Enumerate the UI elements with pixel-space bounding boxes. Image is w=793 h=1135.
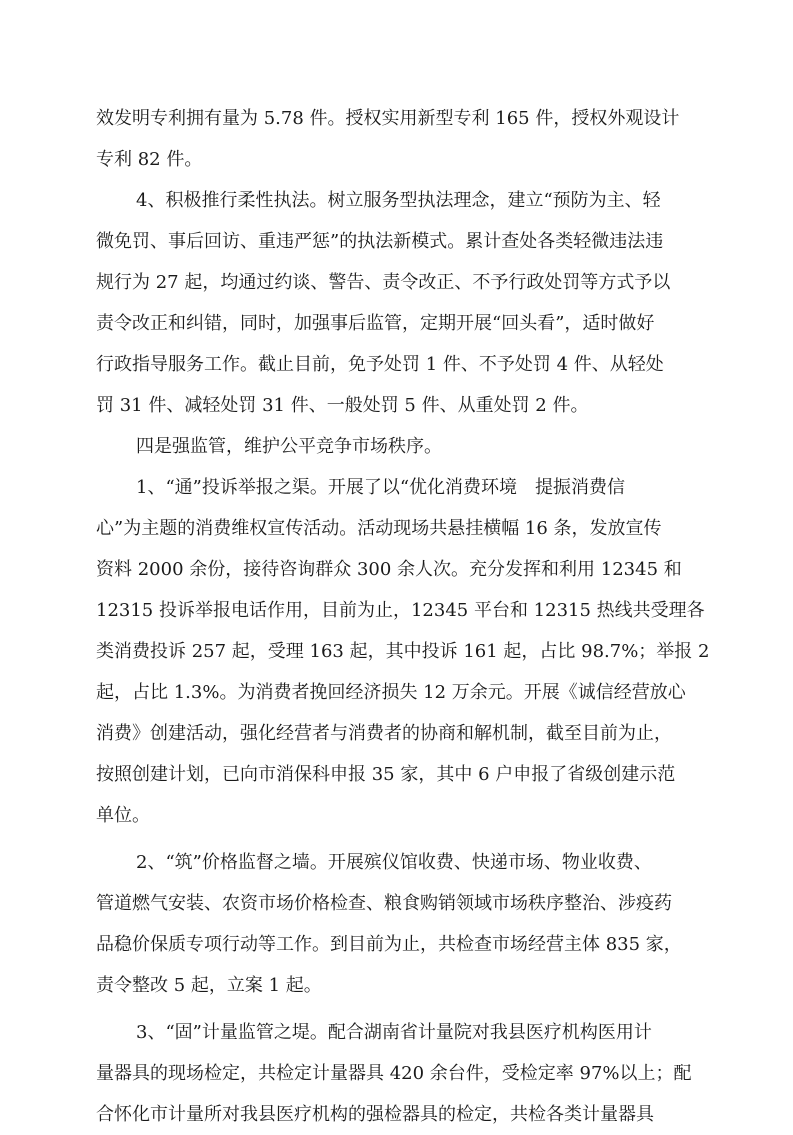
text-line: 消费》创建活动，强化经营者与消费者的协商和解机制，截至目前为止， bbox=[96, 723, 672, 744]
section-heading: 四是强监管，维护公平竞争市场秩序。 bbox=[136, 436, 442, 457]
text-line: 合怀化市计量所对我县医疗机构的强检器具的检定，共检各类计量器具 bbox=[96, 1104, 654, 1125]
paragraph-start: 3、“固”计量监管之堤。配合湖南省计量院对我县医疗机构医用计 bbox=[136, 1022, 652, 1043]
text-line: 起，占比 1.3%。为消费者挽回经济损失 12 万余元。开展《诚信经营放心 bbox=[96, 682, 686, 703]
document-body bbox=[96, 98, 710, 1135]
text-line: 责令改正和纠错，同时，加强事后监管，定期开展“回头看”，适时做好 bbox=[96, 313, 655, 334]
text-line: 单位。 bbox=[96, 805, 150, 826]
text-line: 行政指导服务工作。截止目前，免予处罚 1 件、不予处罚 4 件、从轻处 bbox=[96, 354, 664, 375]
paragraph-start: 2、“筑”价格监督之墙。开展殡仪馆收费、快递市场、物业收费、 bbox=[136, 852, 652, 873]
text-line: 微免罚、事后回访、重违严惩”的执法新模式。累计查处各类轻微违法违 bbox=[96, 231, 664, 252]
text-line: 品稳价保质专项行动等工作。到目前为止，共检查市场经营主体 835 家， bbox=[96, 934, 682, 955]
text-line: 专利 82 件。 bbox=[96, 149, 203, 170]
text-line: 类消费投诉 257 起，受理 163 起，其中投诉 161 起，占比 98.7%；举报 2 bbox=[96, 641, 710, 662]
text-line: 规行为 27 起，均通过约谈、警告、责令改正、不予行政处罚等方式予以 bbox=[96, 272, 671, 293]
text-line: 按照创建计划，已向市消保科申报 35 家，其中 6 户申报了省级创建示范 bbox=[96, 764, 676, 785]
paragraph-start: 1、“通”投诉举报之渠。开展了以“优化消费环境 提振消费信 bbox=[136, 477, 626, 498]
text-line: 责令整改 5 起，立案 1 起。 bbox=[96, 975, 322, 996]
paragraph-start: 4、积极推行柔性执法。树立服务型执法理念，建立“预防为主、轻 bbox=[136, 190, 661, 211]
text-line: 心”为主题的消费维权宣传活动。活动现场共悬挂横幅 16 条，发放宣传 bbox=[96, 518, 662, 539]
text-line: 12315 投诉举报电话作用，目前为止，12345 平台和 12315 热线共受理各 bbox=[96, 600, 705, 621]
text-line: 管道燃气安装、农资市场价格检查、粮食购销领域市场秩序整治、涉疫药 bbox=[96, 893, 672, 914]
text-line: 量器具的现场检定，共检定计量器具 420 余台件，受检定率 97%以上；配 bbox=[96, 1063, 692, 1084]
text-line: 罚 31 件、减轻处罚 31 件、一般处罚 5 件、从重处罚 2 件。 bbox=[96, 395, 589, 416]
text-line: 效发明专利拥有量为 5.78 件。授权实用新型专利 165 件，授权外观设计 bbox=[96, 108, 680, 129]
text-line: 资料 2000 余份，接待咨询群众 300 余人次。充分发挥和利用 12345 和 bbox=[96, 559, 682, 580]
